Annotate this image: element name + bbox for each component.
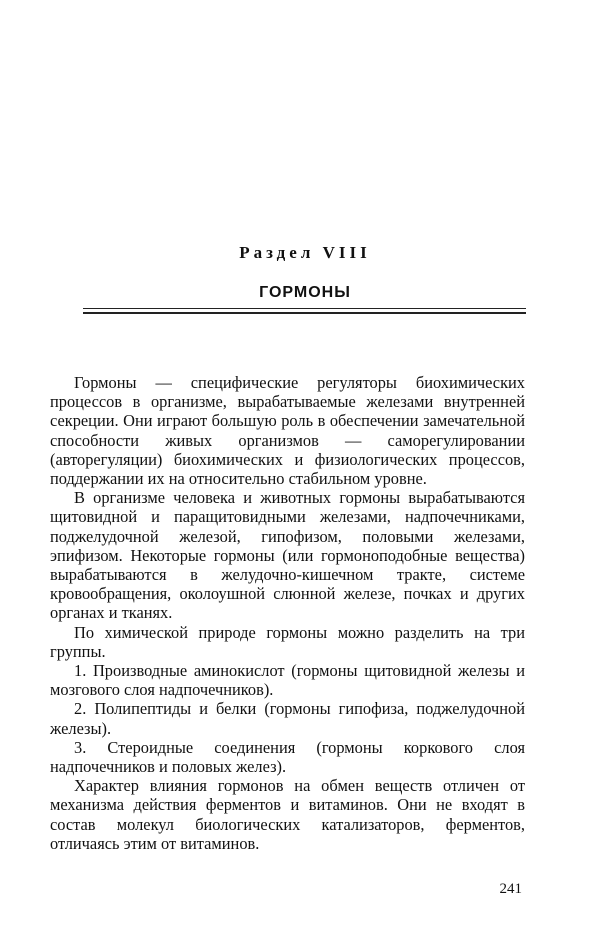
paragraph: 3. Стероидные соединения (гормоны коркового слоя надпочечников и половых желез). <box>50 737 525 777</box>
section-label: Раздел VIII <box>239 243 371 262</box>
paragraph: Гормоны — специфические регуляторы биохимических процессов в организме, вырабатываемые железами внутренней секреции. Они играют большую роль в обеспечении замечательной способности живых организмов — саморегулировании (авторегуляции) биохимических и физиологических процессов, поддержании их на относительно стабильном уровне. <box>50 373 525 489</box>
paragraph: Характер влияния гормонов на обмен веществ отличен от механизма действия ферментов и витаминов. Они не входят в состав молекул биологических катализаторов, ферментов, отличаясь этим от витаминов. <box>50 776 525 853</box>
title-rule-thick <box>83 312 526 314</box>
chapter-title: ГОРМОНЫ <box>259 284 351 301</box>
page-number: 241 <box>499 881 522 897</box>
body-text <box>50 373 525 853</box>
paragraph: В организме человека и животных гормоны вырабатываются щитовидной и паращитовидными железами, надпочечниками, поджелудочной железой, гипофизом, половыми железами, эпифизом. Некоторые гормоны (или гормоноподобные вещества) вырабатываются в желудочно-кишечном тракте, системе кровообращения, околоушной слюнной железе, почках и других органах и тканях. <box>50 488 525 623</box>
paragraph: 2. Полипептиды и белки (гормоны гипофиза, поджелудочной железы). <box>50 699 525 738</box>
title-rule-thin <box>83 308 526 309</box>
paragraph: По химической природе гормоны можно разделить на три группы. <box>50 622 525 661</box>
paragraph: 1. Производные аминокислот (гормоны щитовидной железы и мозгового слоя надпочечников). <box>50 661 525 700</box>
